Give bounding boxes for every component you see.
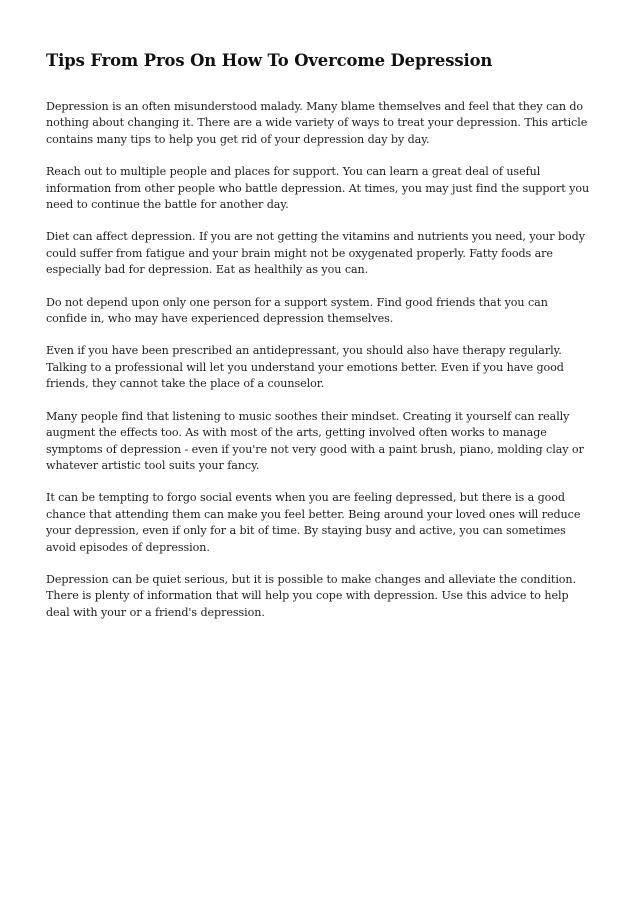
paragraph-support-system: Do not depend upon only one person for a support system. Find good friends that you can confide in, who may have experienced depression themselves.: [46, 295, 548, 326]
paragraph-conclusion: Depression can be quiet serious, but it is possible to make changes and alleviate the condition. There is plenty of information that will help you cope with depression. Use this advice to help deal with your or a friend's depression.: [46, 572, 576, 619]
paragraph-music: Many people find that listening to music soothes their mindset. Creating it yourself can really augment the effects too. As with most of the arts, getting involved often works to manage symptoms of depression - even if you're not very good with a paint brush, piano, molding clay or whatever artistic tool suits your fancy.: [46, 409, 584, 472]
paragraph-support: Reach out to multiple people and places for support. You can learn a great deal of useful information from other people who battle depression. At times, you may just find the support you need to continue the battle for another day.: [46, 165, 590, 212]
paragraph-social-events: It can be tempting to forgo social events when you are feeling depressed, but there is a good chance that attending them can make you feel better. Being around your loved ones will reduce your depression, even if only for a bit of time. By staying busy and active, you can sometimes avoid episodes of depression.: [46, 491, 581, 554]
paragraph-therapy: Even if you have been prescribed an antidepressant, you should also have therapy regularly. Talking to a professional will let you understand your emotions better. Even if you have good friends, they cannot take the place of a counselor.: [46, 344, 564, 391]
document-title: Tips From Pros On How To Overcome Depression: [46, 51, 493, 70]
paragraph-intro: Depression is an often misunderstood malady. Many blame themselves and feel that they can do nothing about changing it. There are a wide variety of ways to treat your depression. This article contains many tips to help you get rid of your depression day by day.: [46, 100, 588, 146]
paragraph-diet: Diet can affect depression. If you are not getting the vitamins and nutrients you need, your body could suffer from fatigue and your brain might not be oxygenated properly. Fatty foods are especially bad for depression. Eat as healthily as you can.: [46, 230, 585, 277]
